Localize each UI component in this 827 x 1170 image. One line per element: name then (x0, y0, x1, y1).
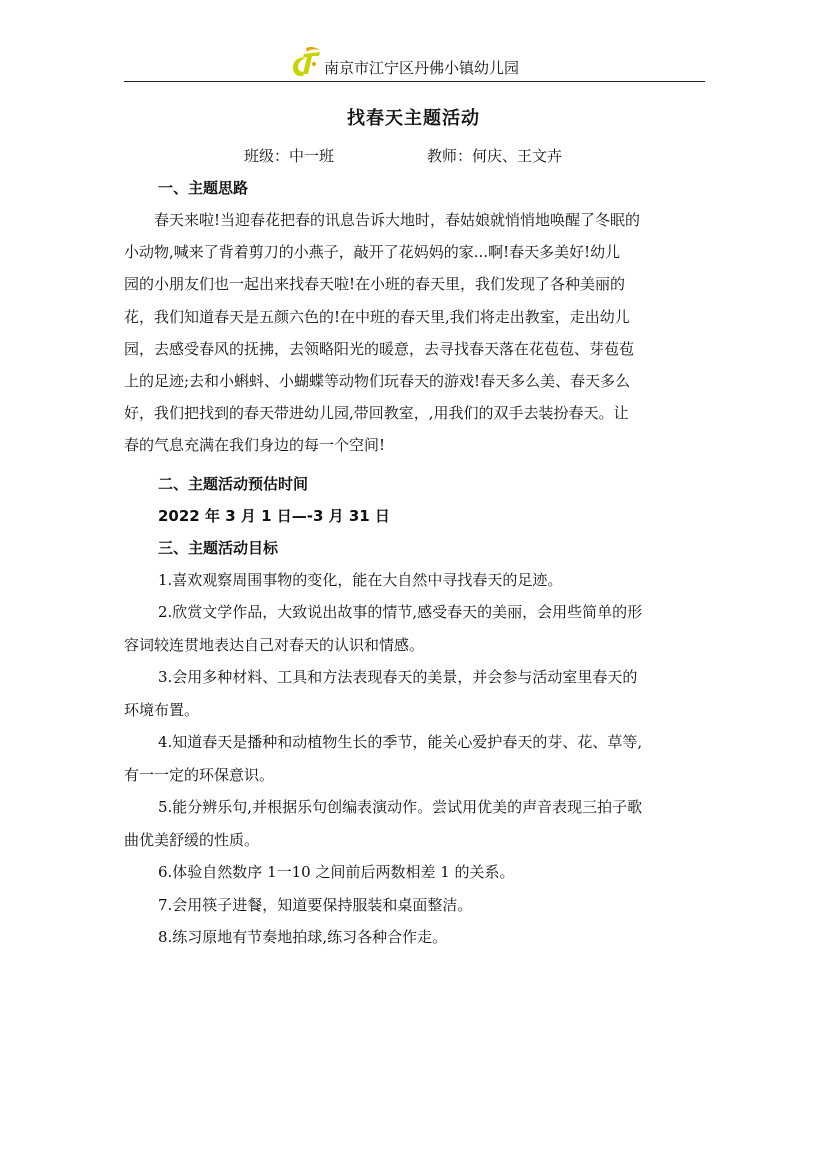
document-title: 找春天主题活动 (347, 108, 480, 129)
goal-item (124, 791, 705, 856)
paragraph-line: 园的小朋友们也一起出来找春天啦!在小班的春天里，我们发现了各种美丽的 (124, 275, 626, 294)
goal-line-continued: 环境布置。 (124, 700, 200, 719)
paragraph-line: 好，我们把找到的春天带进幼儿园,带回教室，,用我们的双手去装扮春天。让 (124, 404, 629, 423)
class-info: 班级：中一班 (244, 147, 335, 165)
goal-line: 2.欣赏文学作品，大致说出故事的情节,感受春天的美丽，会用些简单的形 (158, 603, 643, 622)
idea-paragraph (124, 204, 705, 462)
goal-item (124, 726, 705, 791)
goal-item (124, 921, 705, 954)
header-divider (124, 81, 705, 82)
page-header (124, 44, 705, 84)
paragraph-line: 春天来啦!当迎春花把春的讯息告诉大地时，春姑娘就悄悄地唤醒了冬眠的 (154, 211, 641, 229)
activity-date-range: 2022 年 3 月 1 日—-3 月 31 日 (158, 506, 390, 525)
section-heading-time: 二、主题活动预估时间 (158, 474, 309, 493)
paragraph-line: 小动物,喊来了背着剪刀的小燕子，敲开了花妈妈的家...啊!春天多美好!幼儿 (124, 243, 621, 262)
paragraph-line: 上的足迹;去和小蝌蚪、小蝴蝶等动物们玩春天的游戏!春天多么美、春天多么 (124, 372, 631, 391)
goal-item (124, 564, 705, 597)
goal-line: 8.练习原地有节奏地拍球,练习各种合作走。 (158, 928, 448, 947)
goal-line-continued: 容词较连贯地表达自己对春天的认识和情感。 (124, 635, 425, 654)
section-heading-idea: 一、主题思路 (158, 179, 249, 197)
goal-item (124, 889, 705, 922)
goal-item (124, 661, 705, 726)
teacher-info: 教师：何庆、王文卉 (427, 147, 563, 165)
goal-line: 6.体验自然数序 1一10 之间前后两数相差 1 的关系。 (158, 863, 515, 882)
goal-item (124, 596, 705, 661)
document-body (124, 172, 705, 954)
goal-line: 3.会用多种材料、工具和方法表现春天的美景，并会参与活动室里春天的 (158, 668, 638, 687)
paragraph-line: 花，我们知道春天是五颜六色的!在中班的春天里,我们将走出教室，走出幼儿 (124, 307, 630, 326)
goals-list (124, 564, 705, 954)
paragraph-line: 春的气息充满在我们身边的每一个空间! (124, 436, 386, 455)
goal-line: 5.能分辨乐句,并根据乐句创编表演动作。尝试用优美的声音表现三拍子歌 (158, 798, 643, 817)
goal-line-continued: 曲优美舒缓的性质。 (124, 830, 260, 849)
paragraph-line: 园，去感受春风的抚拂，去领略阳光的暖意，去寻找春天落在花苞苞、芽苞苞 (124, 339, 635, 358)
goal-line: 7.会用筷子进餐，知道要保持服装和桌面整洁。 (158, 895, 473, 914)
goal-line: 1.喜欢观察周围事物的变化，能在大自然中寻找春天的足迹。 (158, 570, 563, 589)
goal-item (124, 856, 705, 889)
section-heading-goals: 三、主题活动目标 (158, 538, 279, 557)
goal-line-continued: 有一一定的环保意识。 (124, 765, 275, 784)
goal-line: 4.知道春天是播种和动植物生长的季节，能关心爱护春天的芽、花、草等, (158, 733, 643, 752)
kindergarten-logo-icon (290, 46, 324, 78)
school-name: 南京市江宁区丹佛小镇幼儿园 (324, 59, 520, 77)
